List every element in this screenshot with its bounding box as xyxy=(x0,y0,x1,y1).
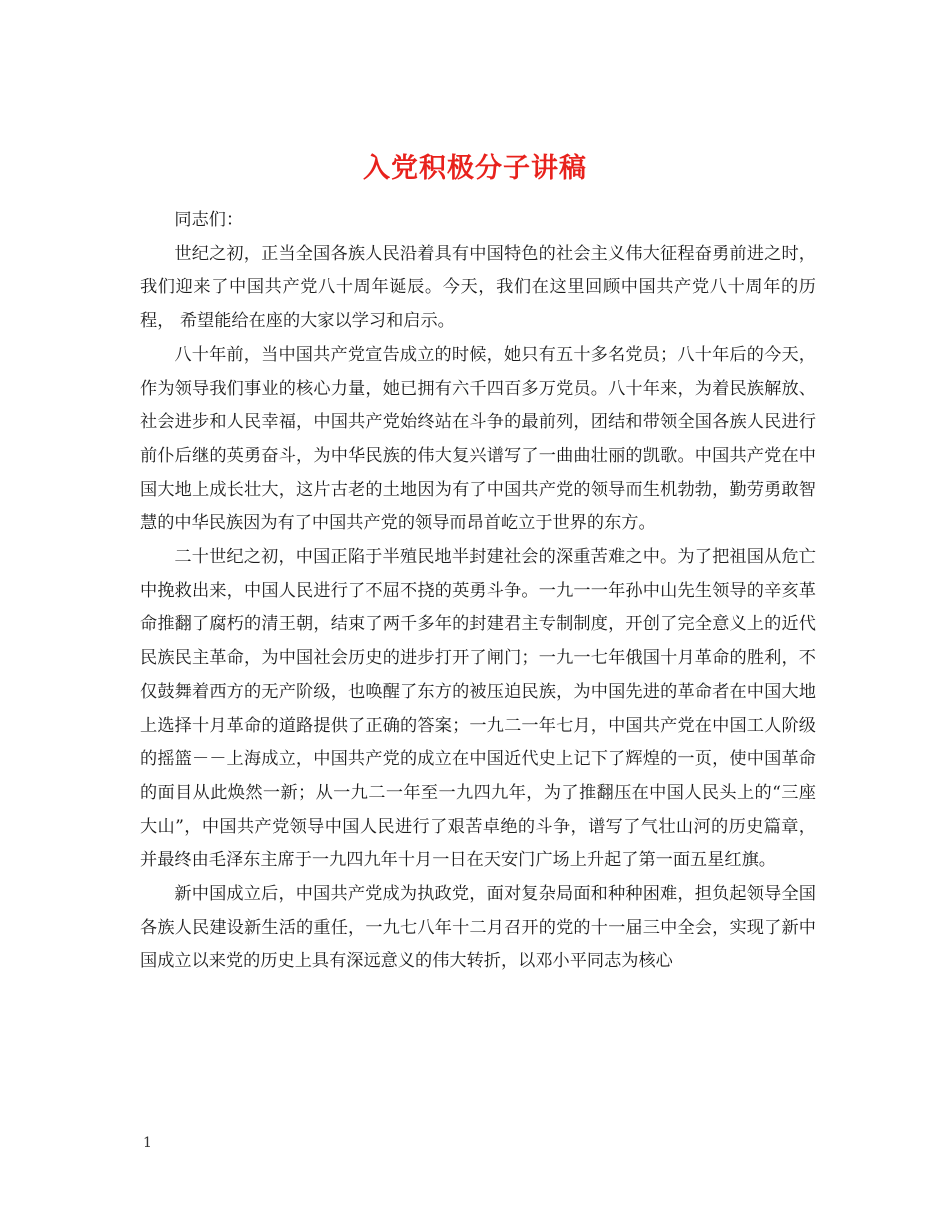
page-number: 1 xyxy=(143,1135,152,1151)
paragraph-4: 新中国成立后，中国共产党成为执政党，面对复杂局面和种种困难，担负起领导全国各族人民建设新生活的重任，一九七八年十二月召开的党的十一届三中全会，实现了新中国成立以来党的历史上具有深远意义的伟大转折，以邓小平同志为核心 xyxy=(140,884,816,972)
salutation: 同志们： xyxy=(174,210,244,230)
document-body xyxy=(140,204,816,979)
paragraph-2: 八十年前，当中国共产党宣告成立的时候，她只有五十多名党员；八十年后的今天，作为领导我们事业的核心力量，她已拥有六千四百多万党员。八十年来，为着民族解放、社会进步和人民幸福，中国共产党始终站在斗争的最前列，团结和带领全国各族人民进行前仆后继的英勇奋斗，为中华民族的伟大复兴谱写了一曲曲壮丽的凯歌。中国共产党在中国大地上成长壮大，这片古老的土地因为有了中国共产党的领导而生机勃勃，勤劳勇敢智慧的中华民族因为有了中国共产党的领导而昂首屹立于世界的东方。 xyxy=(140,344,816,534)
paragraph-1: 世纪之初，正当全国各族人民沿着具有中国特色的社会主义伟大征程奋勇前进之时，我们迎来了中国共产党八十周年诞辰。今天，我们在这里回顾中国共产党八十周年的历程， 希望能给在座的大家以学习和启示。 xyxy=(140,243,816,332)
paragraph-3: 二十世纪之初，中国正陷于半殖民地半封建社会的深重苦难之中。为了把祖国从危亡中挽救出来，中国人民进行了不屈不挠的英勇斗争。一九一一年孙中山先生领导的辛亥革命推翻了腐朽的清王朝，结束了两千多年的封建君主专制制度，开创了完全意义上的近代民族民主革命，为中国社会历史的进步打开了闸门；一九一七年俄国十月革命的胜利，不仅鼓舞着西方的无产阶级，也唤醒了东方的被压迫民族，为中国先进的革命者在中国大地上选择十月革命的道路提供了正确的答案；一九二一年七月，中国共产党在中国工人阶级的摇篮－－上海成立，中国共产党的成立在中国近代史上记下了辉煌的一页，使中国革命的面目从此焕然一新；从一九二一年至一九四九年，为了推翻压在中国人民头上的“三座大山”，中国共产党领导中国人民进行了艰苦卓绝的斗争，谱写了气壮山河的历史篇章，并最终由毛泽东主席于一九四九年十月一日在天安门广场上升起了第一面五星红旗。 xyxy=(140,547,816,871)
document-title: 入党积极分子讲稿 xyxy=(363,153,587,185)
